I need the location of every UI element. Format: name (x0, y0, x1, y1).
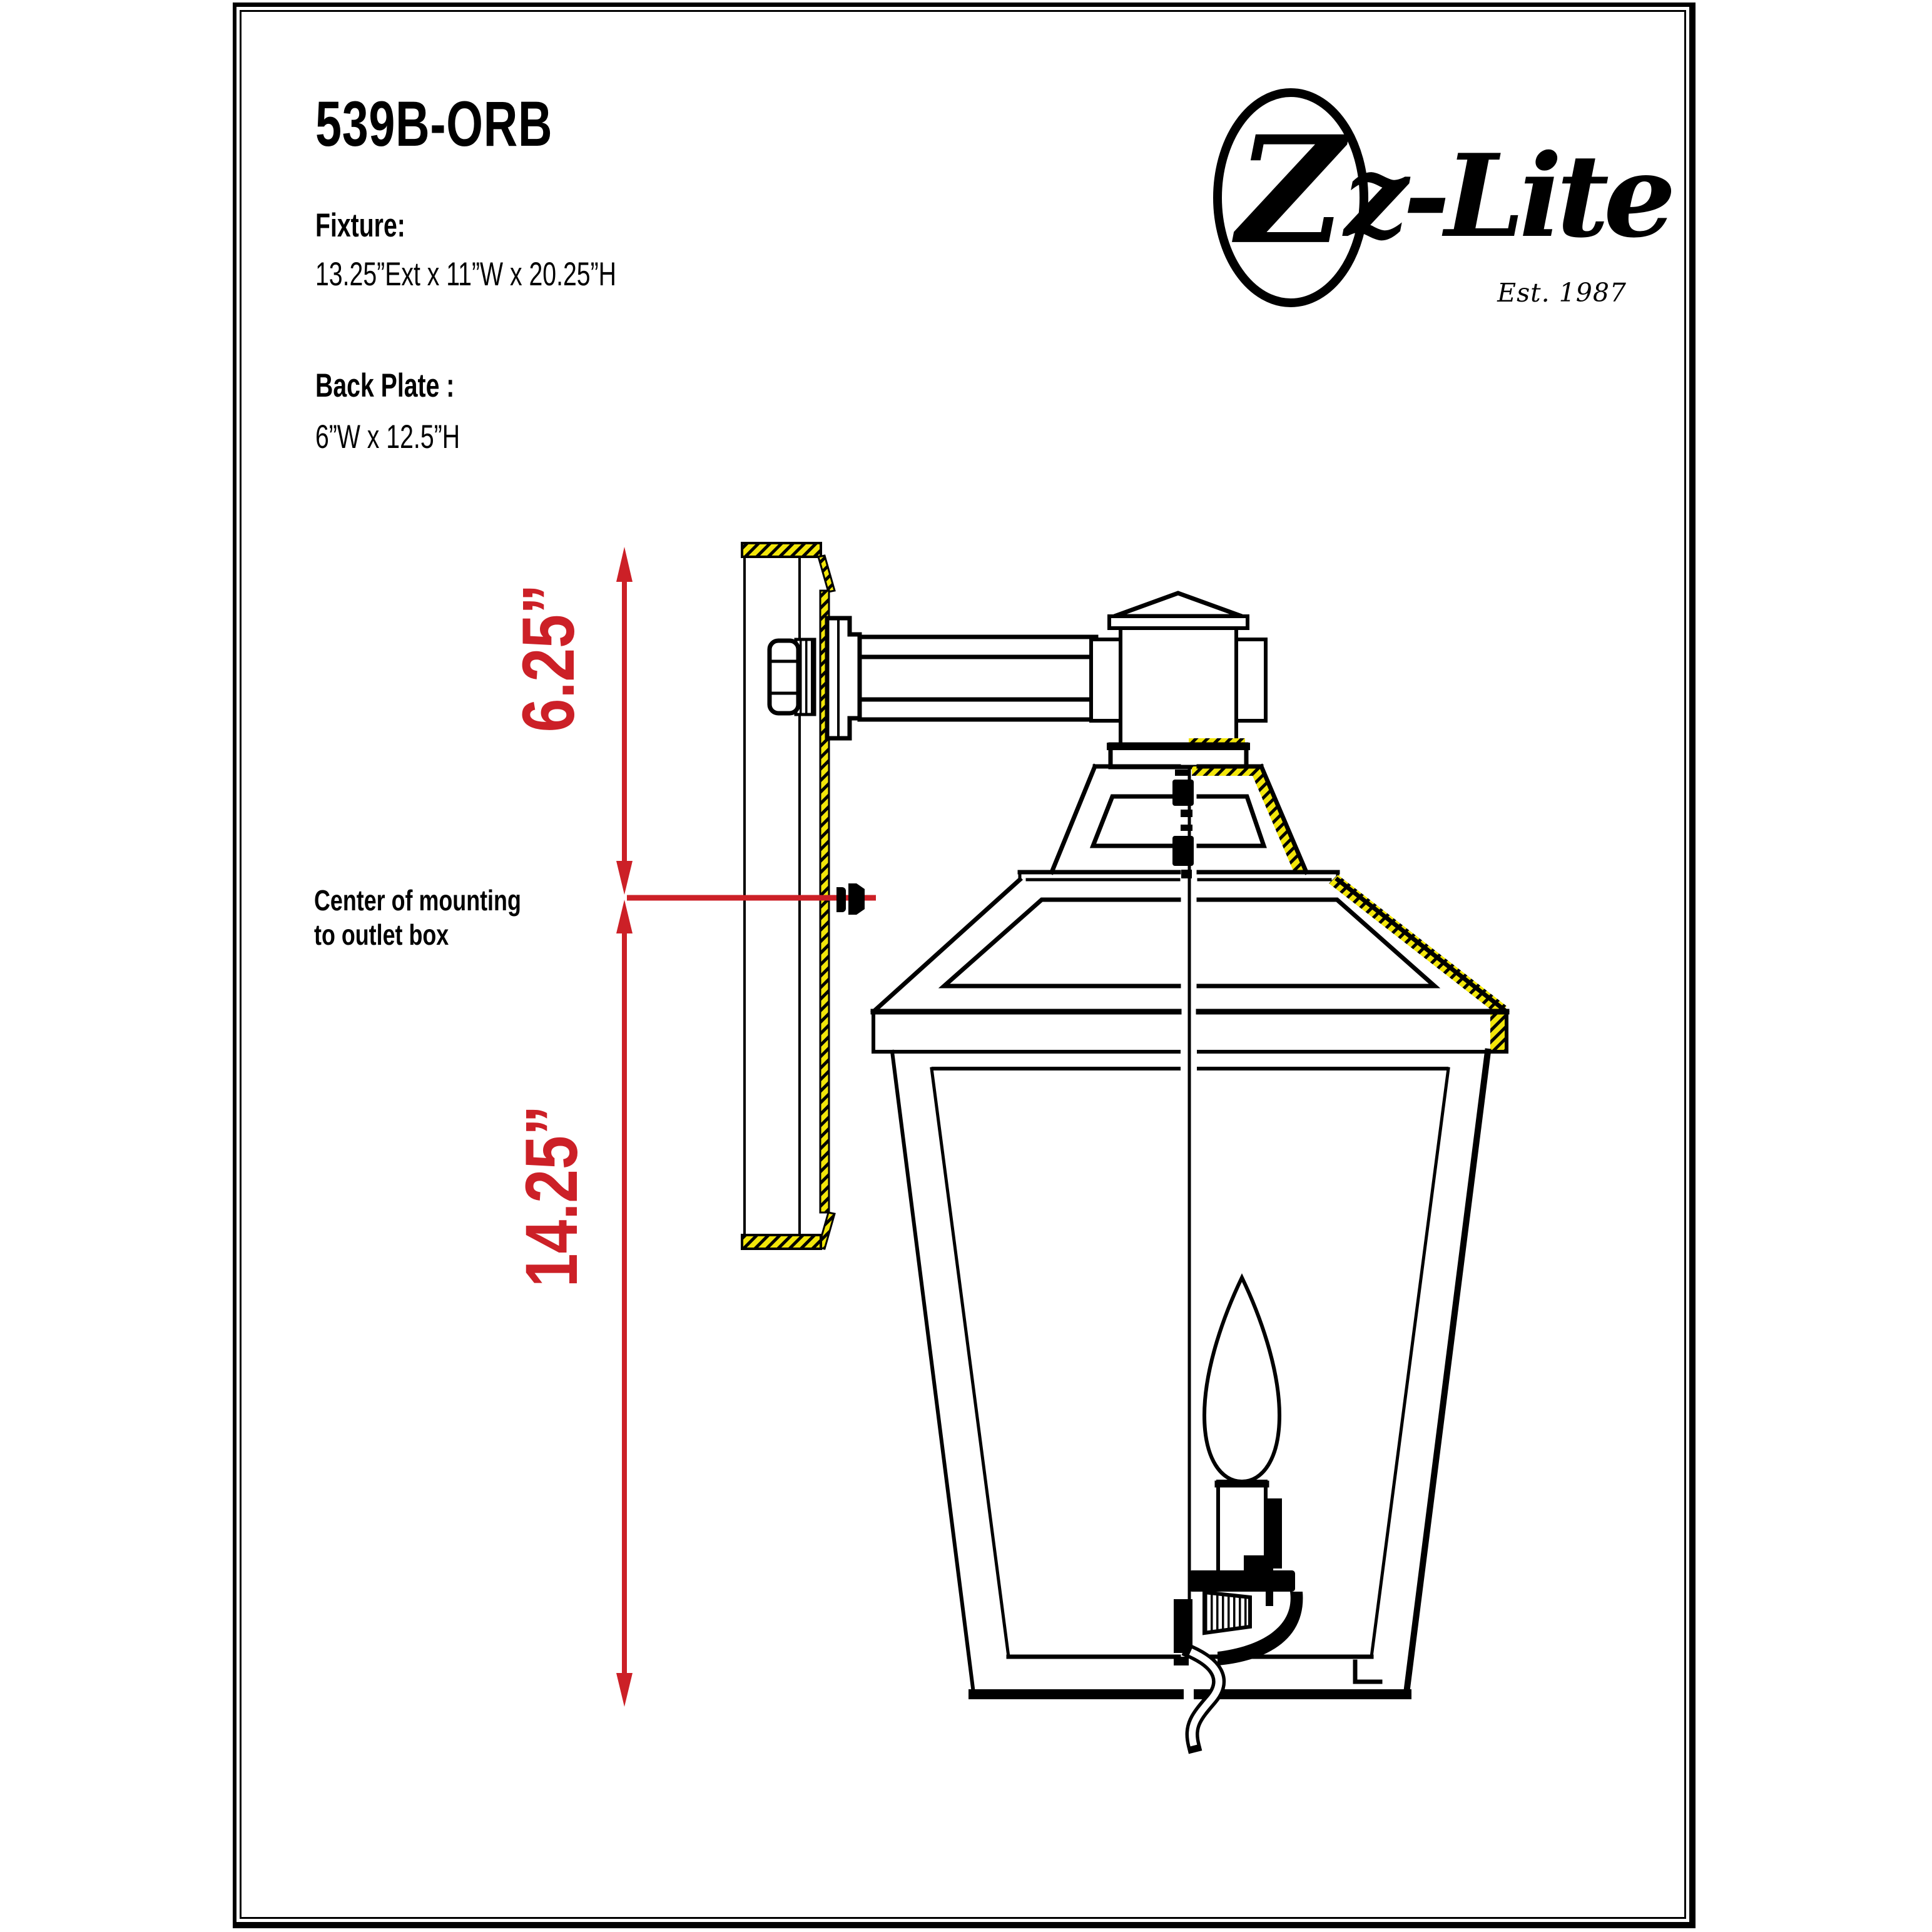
back-plate-label: Back Plate : (315, 367, 455, 404)
z-lite-logo-wordmark: z-Lite (1344, 129, 1670, 263)
mounting-bolt (770, 639, 815, 714)
mounting-arm (827, 618, 1096, 738)
lamp-wire (1172, 767, 1194, 1602)
z-lite-logo-established: Est. 1987 (1497, 278, 1627, 308)
fixture-label: Fixture: (315, 207, 405, 244)
mounting-screw (836, 883, 865, 915)
mounting-note-line1: Center of mounting (314, 884, 521, 917)
fixture-dimensions: 13.25”Ext x 11”W x 20.25”H (315, 256, 617, 293)
model-number-text: 539B-ORB (315, 88, 553, 160)
arm-post (1091, 593, 1266, 767)
back-plate-dimensions: 6”W x 12.5”H (315, 419, 460, 455)
mounting-note-line2: to outlet box (314, 918, 449, 952)
dimension-label-upper: 6.25” (507, 584, 590, 733)
dimension-label-lower: 14.25” (511, 1105, 593, 1288)
z-lite-logo-ellipse (1218, 93, 1364, 303)
candle-assembly (1174, 1278, 1303, 1746)
z-lite-logo-monogram: Z (1236, 103, 1345, 277)
